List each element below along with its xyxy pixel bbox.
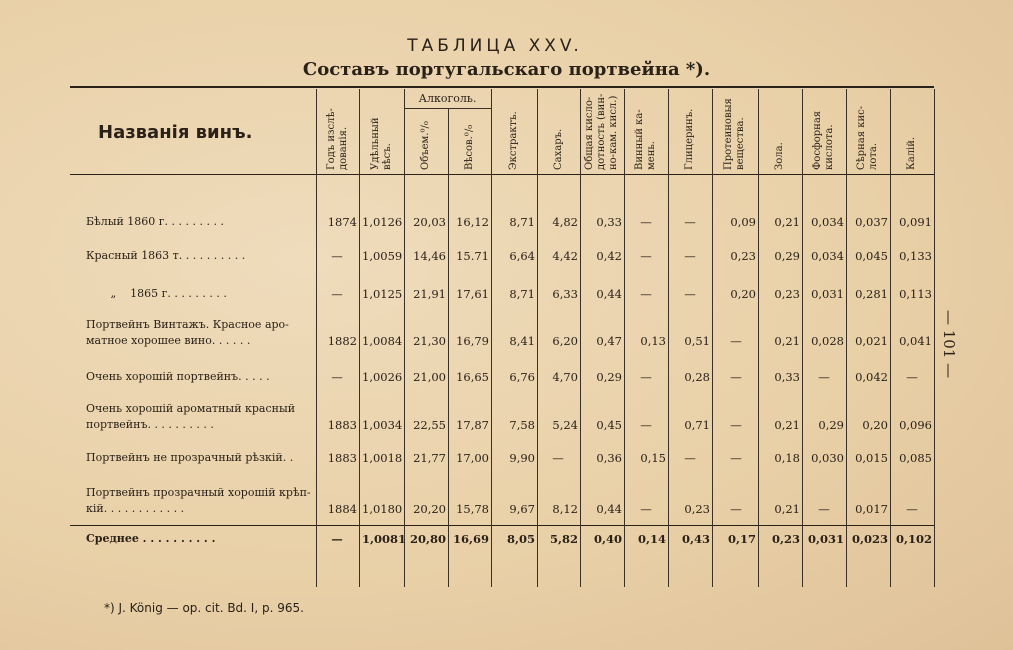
column-header-line: дованія.	[338, 126, 349, 170]
column-header-line: Сахаръ.	[553, 128, 564, 170]
column-header-line: Общая кисло-	[584, 96, 595, 170]
table-cell: 16,69	[452, 532, 489, 546]
table-cell: 15,78	[456, 502, 489, 516]
table-cell: 0,030	[811, 451, 844, 465]
column-header-line: Экстрактъ.	[508, 111, 519, 170]
wine-name: Бѣлый 1860 г. . . . . . . . .	[86, 215, 224, 228]
table-cell: 0,18	[774, 451, 800, 465]
table-cell: 0,23	[771, 532, 800, 546]
table-cell: 0,017	[855, 502, 888, 516]
table-cell: —	[684, 287, 696, 301]
table-cell: 0,281	[855, 287, 888, 301]
column-header	[326, 108, 350, 170]
table-cell: 8,12	[552, 502, 578, 516]
table-cell: —	[730, 418, 742, 432]
wine-name: Красный 1863 т. . . . . . . . . .	[86, 249, 246, 262]
column-header	[723, 98, 747, 170]
table-cell: —	[818, 502, 830, 516]
table-cell: 8,41	[509, 334, 535, 348]
wine-name: Среднее . . . . . . . . . .	[86, 532, 216, 545]
column-header	[508, 111, 520, 170]
table-cell: 0,20	[862, 418, 888, 432]
column-header	[906, 137, 918, 170]
wine-name: „ 1865 г. . . . . . . . .	[86, 287, 227, 300]
table-cell: 8,71	[509, 215, 535, 229]
table-cell: 0,20	[730, 287, 756, 301]
table-title: ТАБЛИЦА XXV.	[407, 36, 583, 56]
table-cell: 0,21	[774, 418, 800, 432]
table-cell: 5,82	[549, 532, 578, 546]
table-cell: 9,67	[509, 502, 535, 516]
table-cell: 0,29	[774, 249, 800, 263]
column-header	[584, 94, 620, 170]
column-header	[464, 125, 476, 170]
table-cell: 0,21	[774, 334, 800, 348]
table-cell: 21,30	[413, 334, 446, 348]
table-cell: 6,20	[552, 334, 578, 348]
table-cell: 0,17	[727, 532, 756, 546]
column-header-line: вѣсъ.	[382, 143, 393, 170]
column-header-line: Протеиновыя	[723, 98, 734, 170]
table-cell: 1883	[327, 451, 357, 465]
table-cell: 6,76	[509, 370, 535, 384]
table-cell: 0,042	[855, 370, 888, 384]
table-cell: 1,0180	[362, 502, 403, 516]
column-header	[856, 106, 880, 170]
table-cell: 20,03	[413, 215, 446, 229]
wine-name: Очень хорошій портвейнъ. . . . .	[86, 370, 270, 383]
column-header	[774, 142, 786, 170]
table-cell: —	[730, 370, 742, 384]
table-cell: 0,028	[811, 334, 844, 348]
table-cell: —	[640, 502, 652, 516]
table-cell: 6,64	[509, 249, 535, 263]
table-cell: 0,29	[818, 418, 844, 432]
table-cell: 0,28	[684, 370, 710, 384]
table-cell: 0,44	[596, 502, 622, 516]
table-cell: 0,45	[596, 418, 622, 432]
column-header-line: но-кам. кисл.)	[608, 95, 619, 170]
column-header-line: Зола.	[774, 142, 785, 170]
table-row	[0, 369, 1013, 389]
table-cell: 0,102	[895, 532, 932, 546]
column-header-line: вещества.	[735, 117, 746, 170]
table-cell: 0,133	[899, 249, 932, 263]
table-cell: 6,33	[552, 287, 578, 301]
table-cell: 0,43	[681, 532, 710, 546]
table-cell: 0,096	[899, 418, 932, 432]
table-row	[0, 286, 1013, 306]
table-cell: 16,79	[456, 334, 489, 348]
column-header	[370, 118, 394, 171]
table-cell: 20,20	[413, 502, 446, 516]
column-header-line: дотность (вин-	[596, 93, 607, 170]
table-cell: 22,55	[413, 418, 446, 432]
column-header-line: Объем.⁰/₀	[420, 121, 431, 170]
table-cell: 0,29	[596, 370, 622, 384]
table-cell: 20,80	[409, 532, 446, 546]
table-cell: —	[331, 287, 343, 301]
table-cell: 8,05	[506, 532, 535, 546]
table-cell: 1882	[327, 334, 357, 348]
table-cell: —	[640, 215, 652, 229]
table-cell: 0,40	[593, 532, 622, 546]
table-cell: 0,71	[684, 418, 710, 432]
table-cell: 4,82	[552, 215, 578, 229]
table-cell: 15.71	[456, 249, 489, 263]
table-cell: 0,031	[811, 287, 844, 301]
table-cell: 0,33	[774, 370, 800, 384]
table-cell: 0,023	[851, 532, 888, 546]
table-cell: 1,0026	[362, 370, 403, 384]
table-cell: 0,13	[640, 334, 666, 348]
table-cell: 5,24	[552, 418, 578, 432]
table-cell: 1883	[327, 418, 357, 432]
table-cell: 1874	[327, 215, 357, 229]
table-cell: 1,0081	[362, 532, 407, 546]
table-cell: 0,33	[596, 215, 622, 229]
table-cell: 16,65	[456, 370, 489, 384]
table-cell: 0,021	[855, 334, 888, 348]
table-row	[0, 486, 1013, 516]
table-cell: 0,031	[807, 532, 844, 546]
column-header	[553, 129, 565, 170]
wine-name: Портвейнъ прозрачный хорошій крѣп- кій. . . . . . . . . . . .	[86, 486, 311, 515]
table-cell: 4,70	[552, 370, 578, 384]
table-cell: 21,77	[413, 451, 446, 465]
table-cell: 21,00	[413, 370, 446, 384]
table-cell: —	[331, 370, 343, 384]
column-header-line: Удѣльный	[370, 117, 381, 170]
column-header	[634, 109, 658, 170]
table-cell: —	[552, 451, 564, 465]
table-cell: 0,21	[774, 215, 800, 229]
table-cell: 1,0018	[362, 451, 403, 465]
table-cell: 1,0034	[362, 418, 403, 432]
table-row	[0, 402, 1013, 432]
table-cell: 0,034	[811, 215, 844, 229]
table-cell: 1,0084	[362, 334, 403, 348]
alcohol-group-label: Алкоголь.	[418, 92, 477, 105]
table-cell: 17,87	[456, 418, 489, 432]
table-row	[0, 531, 1013, 551]
table-cell: —	[906, 502, 918, 516]
table-row	[0, 450, 1013, 470]
table-cell: —	[640, 287, 652, 301]
table-cell: 0,015	[855, 451, 888, 465]
column-header-line: мень.	[646, 141, 657, 170]
column-header	[812, 111, 836, 170]
table-cell: —	[640, 418, 652, 432]
table-cell: —	[730, 502, 742, 516]
table-cell: 0,045	[855, 249, 888, 263]
table-cell: 0,041	[899, 334, 932, 348]
table-cell: —	[684, 451, 696, 465]
table-cell: —	[684, 249, 696, 263]
table-cell: 17,61	[456, 287, 489, 301]
wine-name: Портвейнъ не прозрачный рѣзкій. .	[86, 451, 294, 464]
table-cell: —	[331, 532, 343, 546]
column-header-line: Калій.	[906, 136, 917, 170]
column-header-line: лота.	[868, 142, 879, 170]
column-header-line: кислота.	[824, 124, 835, 170]
table-cell: 0,09	[730, 215, 756, 229]
column-header-line: Вѣсов.⁰/₀	[464, 124, 475, 170]
column-header-line: Фосфорная	[812, 110, 823, 170]
table-row	[0, 248, 1013, 268]
table-cell: 21,91	[413, 287, 446, 301]
table-cell: 9,90	[509, 451, 535, 465]
table-cell: 0,091	[899, 215, 932, 229]
table-cell: 1,0125	[362, 287, 403, 301]
table-cell: —	[906, 370, 918, 384]
table-cell: 0,15	[640, 451, 666, 465]
table-cell: 0,21	[774, 502, 800, 516]
table-cell: 8,71	[509, 287, 535, 301]
table-cell: 0,47	[596, 334, 622, 348]
column-header	[684, 109, 696, 170]
table-cell: 0,36	[596, 451, 622, 465]
footnote: *) J. König — op. cit. Bd. I, p. 965.	[104, 601, 304, 615]
table-row	[0, 318, 1013, 348]
table-row	[0, 214, 1013, 234]
table-cell: —	[684, 215, 696, 229]
table-cell: 0,23	[730, 249, 756, 263]
table-cell: —	[331, 249, 343, 263]
total-rule	[70, 525, 934, 526]
table-cell: 0,14	[637, 532, 666, 546]
column-header	[420, 121, 432, 170]
table-cell: 0,23	[774, 287, 800, 301]
table-cell: —	[640, 249, 652, 263]
table-cell: 0,034	[811, 249, 844, 263]
table-cell: 0,44	[596, 287, 622, 301]
page-number: — 101 —	[940, 310, 958, 379]
table-cell: 7,58	[509, 418, 535, 432]
table-cell: 0,113	[899, 287, 932, 301]
table-cell: 0,51	[684, 334, 710, 348]
table-cell: 0,085	[899, 451, 932, 465]
table-cell: —	[730, 451, 742, 465]
table-cell: 1884	[327, 502, 357, 516]
table-subtitle: Составъ португальскаго портвейна *).	[302, 59, 711, 80]
column-header-line: Глицеринъ.	[684, 108, 695, 170]
table-cell: 0,037	[855, 215, 888, 229]
wines-column-header: Названія винъ.	[98, 122, 253, 143]
table-cell: —	[818, 370, 830, 384]
column-header-line: Винный ка-	[634, 109, 645, 170]
wine-name: Очень хорошій ароматный красный портвейнъ. . . . . . . . . .	[86, 402, 296, 431]
table-cell: 0,23	[684, 502, 710, 516]
column-header-line: Сѣрная кис-	[856, 105, 867, 170]
table-cell: 1,0126	[362, 215, 403, 229]
table-cell: —	[640, 370, 652, 384]
table-cell: 16,12	[456, 215, 489, 229]
column-header-line: Годъ изслѣ-	[326, 108, 337, 170]
table-cell: 1,0059	[362, 249, 403, 263]
table-cell: 14,46	[413, 249, 446, 263]
table-cell: —	[730, 334, 742, 348]
table-cell: 17,00	[456, 451, 489, 465]
header-rule	[70, 174, 934, 175]
table-cell: 0,42	[596, 249, 622, 263]
wine-name: Портвейнъ Винтажъ. Красное аро- матное хорошее вино. . . . . .	[86, 318, 289, 347]
top-rule	[70, 86, 934, 88]
table-cell: 4,42	[552, 249, 578, 263]
